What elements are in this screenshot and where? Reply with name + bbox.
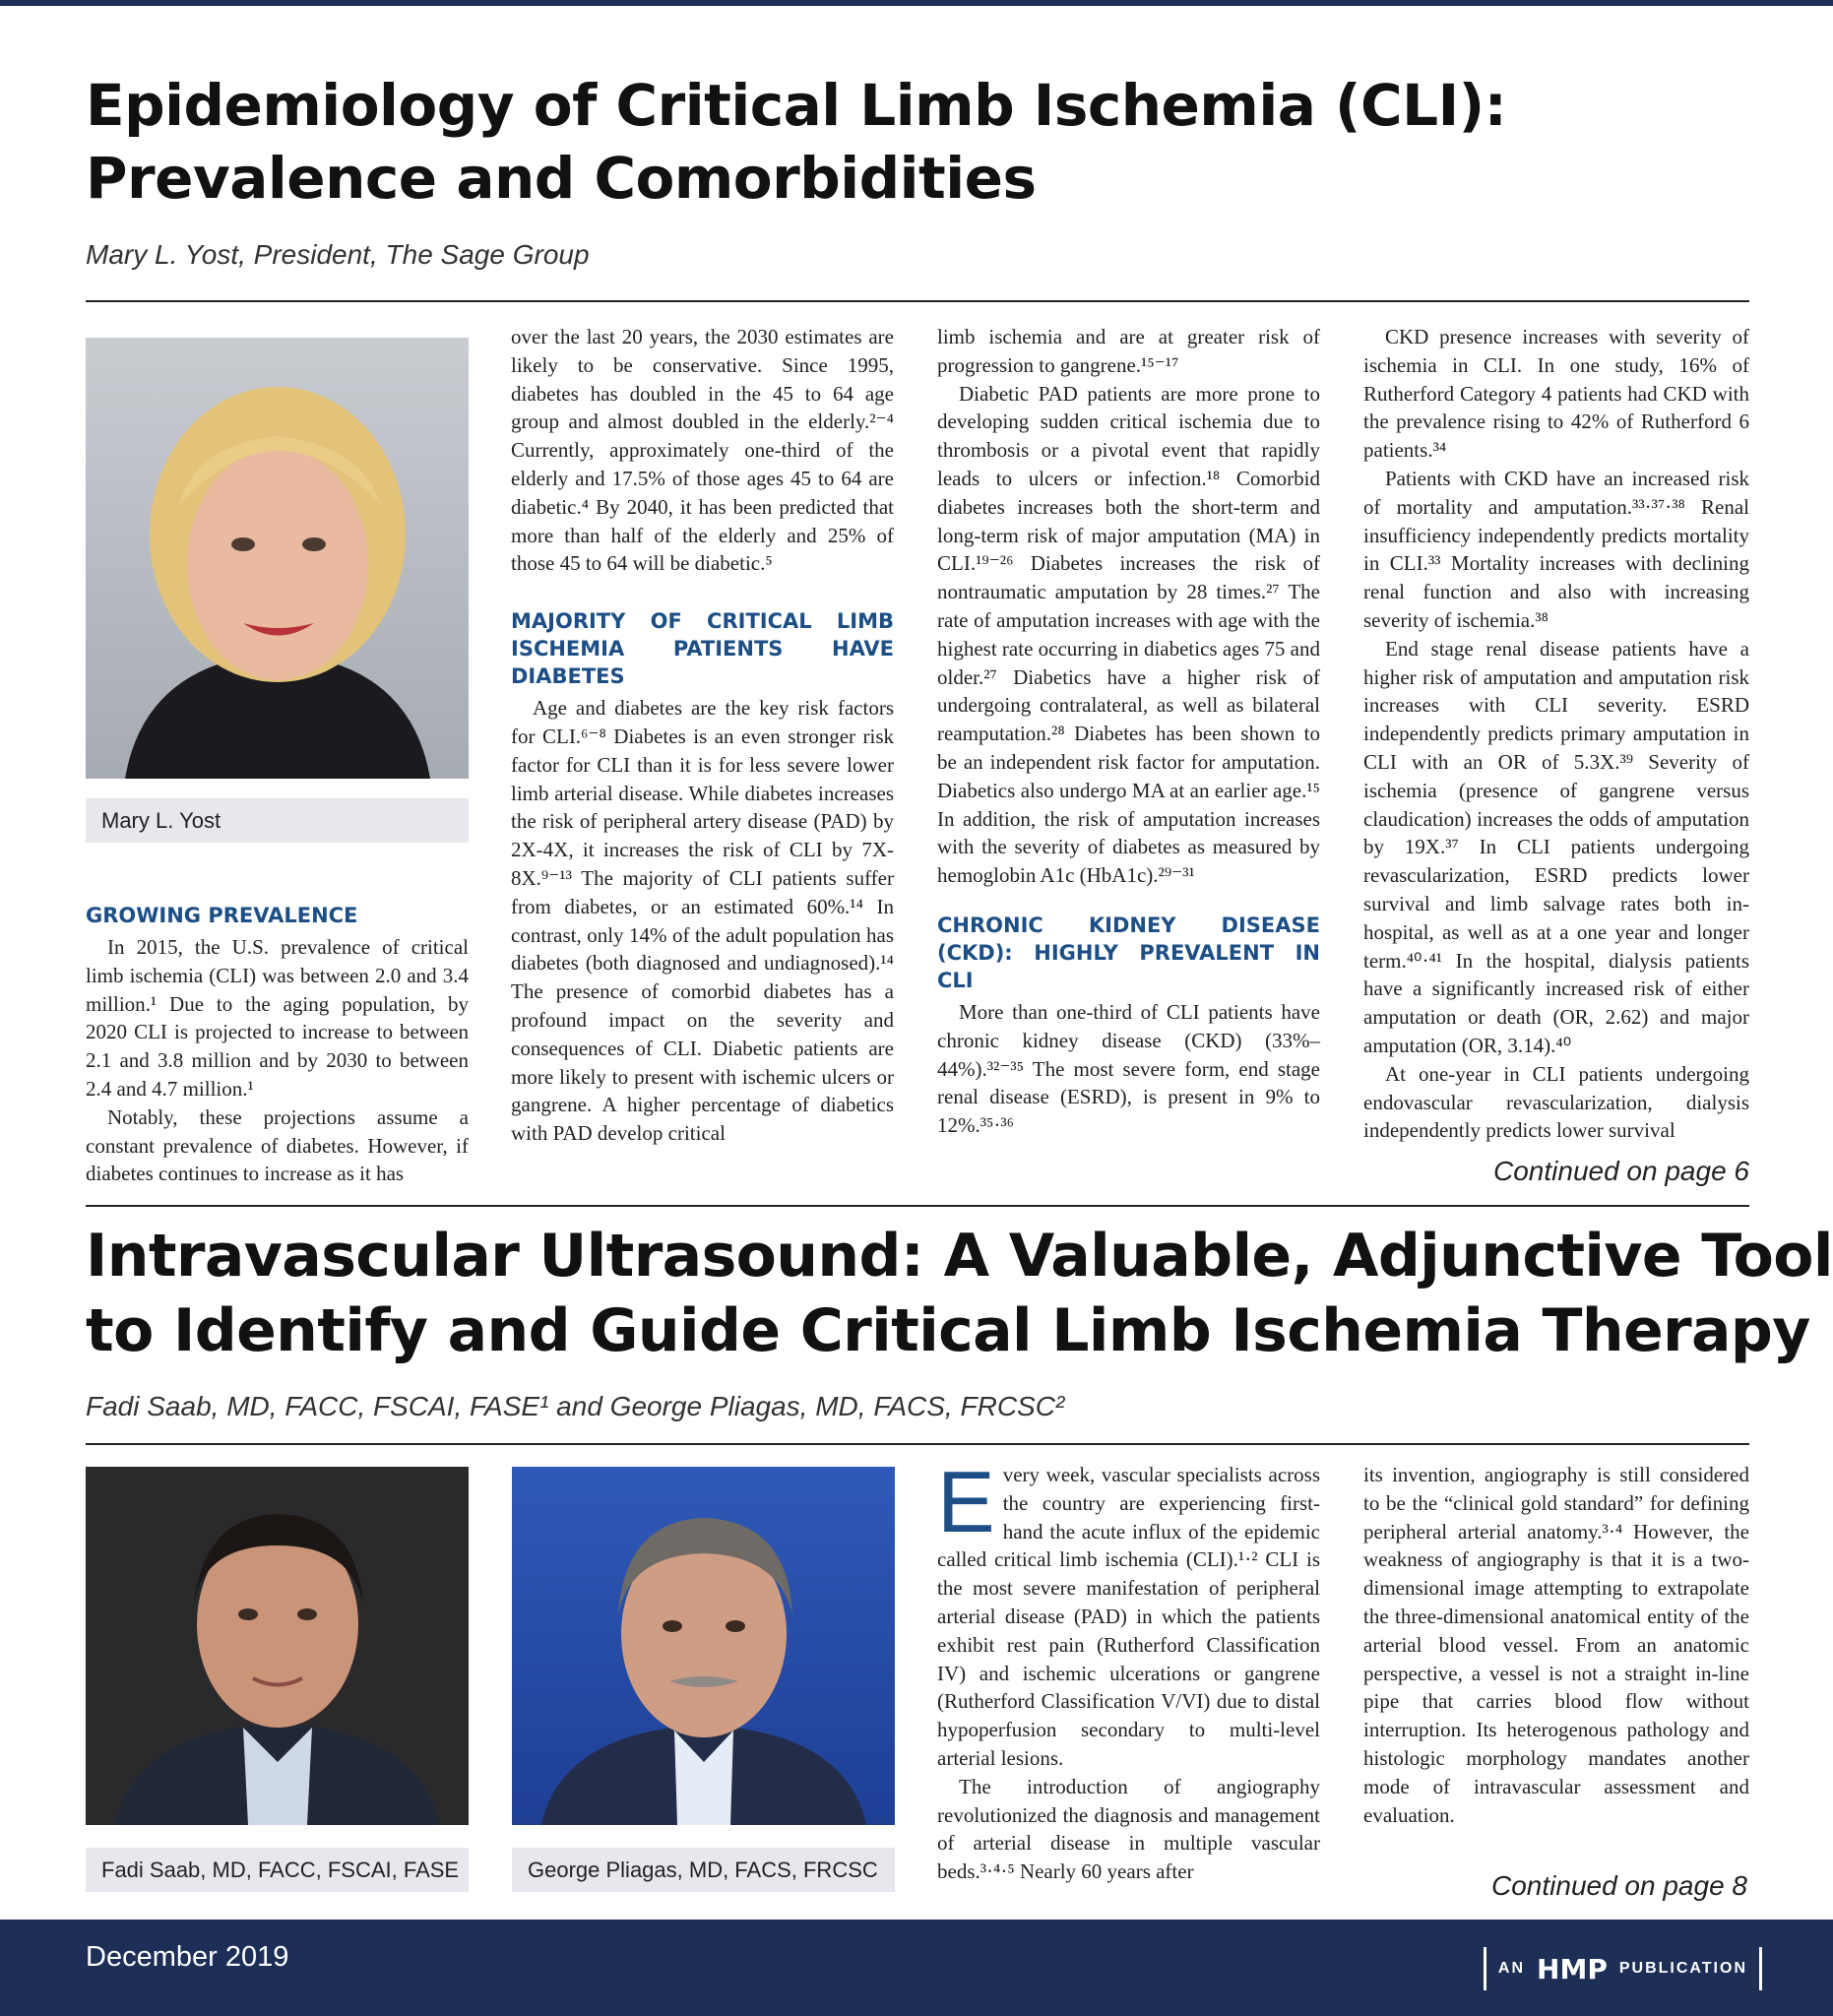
article1-byline: Mary L. Yost, President, The Sage Group [86, 239, 590, 270]
heading-majority-diabetes: MAJORITY OF CRITICAL LIMB ISCHEMIA PATIENTS HAVE DIABETES [511, 609, 894, 689]
photo-caption-pliagas: George Pliagas, MD, FACS, FRCSC [512, 1848, 895, 1892]
continued-link-page-8[interactable]: Continued on page 8 [1491, 1870, 1747, 1901]
author-photo-pliagas [512, 1467, 895, 1825]
page-footer [0, 1920, 1833, 2016]
paragraph: Patients with CKD have an increased risk of mortality and amputation.³³·³⁷·³⁸ Renal insufficiency independently predicts mortality in CLI.³³ Mortality increases with declining renal function and also with increasing severity of ischemia.³⁸ [1363, 466, 1749, 632]
article1-column-2 [511, 323, 894, 1148]
continued-link-page-6[interactable]: Continued on page 6 [1493, 1156, 1749, 1186]
portrait-image [86, 338, 469, 779]
article1-top-rule [86, 300, 1749, 302]
publisher-suffix: PUBLICATION [1618, 1960, 1747, 1977]
article2-title-line1: Intravascular Ultrasound: A Valuable, Adjunctive Tool [86, 1222, 1833, 1291]
paragraph: At one-year in CLI patients undergoing endovascular revascularization, dialysis independently predicts lower survival [1363, 1061, 1749, 1143]
photo-caption-saab: Fadi Saab, MD, FACC, FSCAI, FASE [86, 1848, 469, 1892]
paragraph: More than one-third of CLI patients have chronic kidney disease (CKD) (33%–44%).³²⁻³⁵ The most severe form, end stage renal disease (ESRD), is present in 9% to 12%.³⁵·³⁶ [937, 999, 1320, 1138]
paragraph-with-dropcap [937, 1453, 1320, 1773]
paragraph: Age and diabetes are the key risk factors for CLI.⁶⁻⁸ Diabetes is an even stronger risk factor for CLI than it is for less severe lower limb arterial disease. While diabetes increases the risk of peripheral artery disease (PAD) by 2X-4X, it increases the risk of CLI by 7X-8X.⁹⁻¹³ The majority of CLI patients suffer from diabetes, or an estimated 60%.¹⁴ In contrast, only 14% of the adult population has diabetes (both diagnosed and undiagnosed).¹⁴ The presence of comorbid diabetes has a profound impact on the severity and consequences of CLI. Diabetic patients are more likely to present with ischemic ulcers or gangrene. A higher percentage of diabetics with PAD develop critical [511, 696, 894, 1146]
article2-column-4 [1363, 1461, 1749, 1829]
author-photo-yost [86, 338, 469, 779]
top-accent-bar [0, 0, 1833, 6]
paragraph: Notably, these projections assume a constant prevalence of diabetes. However, if diabetes continues to increase as it has [86, 1104, 469, 1186]
hmp-logo: HMP [1537, 1952, 1608, 1985]
article2-column-3 [937, 1453, 1320, 1886]
article1-column-3 [937, 323, 1320, 1140]
photo-caption-yost: Mary L. Yost [86, 798, 469, 843]
article-divider-rule [86, 1205, 1749, 1207]
paragraph: its invention, angiography is still considered to be the “clinical gold standard” for defining peripheral arterial anatomy.³·⁴ However, the weakness of angiography is that it is a two-dimensional image attempting to extrapolate the three-dimensional anatomical entity of the arterial blood vessel. From an anatomic perspective, a vessel is not a straight in-line pipe that carries blood flow without interruption. Its heterogenous pathology and histologic morphology mandates another mode of intravascular assessment and evaluation. [1363, 1463, 1749, 1827]
article1-column-4 [1363, 323, 1749, 1145]
portrait-image [86, 1467, 469, 1825]
paragraph: In 2015, the U.S. prevalence of critical limb ischemia (CLI) was between 2.0 and 3.4 million.¹ Due to the aging population, by 2020 CLI is projected to increase to between 2.1 and 3.8 million and by 2030 to between 2.4 and 4.7 million.¹ [86, 935, 469, 1101]
article2-title [86, 1219, 1833, 1368]
article1-title-line1: Epidemiology of Critical Limb Ischemia (CLI): [86, 72, 1507, 139]
portrait-image [512, 1467, 895, 1825]
paragraph: limb ischemia and are at greater risk of progression to gangrene.¹⁵⁻¹⁷ [937, 325, 1320, 377]
paragraph: End stage renal disease patients have a higher risk of amputation and amputation risk increases with CLI severity. ESRD independently predicts primary amputation in CLI with an OR of 5.3X.³⁹ Severity of ischemia (presence of gangrene versus claudication) increases the odds of amputation by 19X.³⁷ In CLI patients undergoing revascularization, ESRD predicts lower survival and limb salvage rates both in-hospital, as well as at a one year and longer term.⁴⁰·⁴¹ In the hospital, dialysis patients have a significantly increased risk of either amputation or death (OR, 2.62) and major amputation (OR, 3.14).⁴⁰ [1363, 636, 1749, 1057]
article1-title [86, 69, 1506, 215]
article1-column-1 [86, 888, 469, 1188]
heading-ckd: CHRONIC KIDNEY DISEASE (CKD): HIGHLY PREVALENT IN CLI [937, 913, 1320, 992]
issue-date: December 2019 [86, 1941, 289, 1973]
paragraph: over the last 20 years, the 2030 estimates are likely to be conservative. Since 1995, diabetes has doubled in the 45 to 64 age group and almost doubled in the elderly.²⁻⁴ Currently, approximately one-third of the elderly and 17.5% of those ages 45 to 64 are diabetic.⁴ By 2040, it has been predicted that more than half of the elderly and 25% of those 45 to 64 will be diabetic.⁵ [511, 325, 894, 576]
divider-bar [1484, 1947, 1486, 1990]
article2-top-rule [86, 1443, 1749, 1445]
paragraph-text: very week, vascular specialists across the country are experiencing first-hand the acute influx of the epidemic called critical limb ischemia (CLI).¹·² CLI is the most severe manifestation of peripheral arterial disease (PAD) in which the patients exhibit rest pain (Rutherford Classification IV) and ischemic ulcerations or gangrene (Rutherford Classification V/VI) due to distal hypoperfusion secondary to multi-level arterial lesions. [937, 1463, 1320, 1770]
dropcap-letter: E [937, 1453, 995, 1550]
paragraph: The introduction of angiography revolutionized the diagnosis and management of arterial disease in multiple vascular beds.³·⁴·⁵ Nearly 60 years after [937, 1774, 1320, 1884]
heading-growing-prevalence: GROWING PREVALENCE [86, 904, 358, 927]
paragraph: Diabetic PAD patients are more prone to developing sudden critical ischemia due to thrombosis or a pivotal event that rapidly leads to ulcers or infection.¹⁸ Comorbid diabetes increases both the short-term and long-term risk of major amputation (MA) in CLI.¹⁹⁻²⁶ Diabetes increases the risk of nontraumatic amputation by 28 times.²⁷ The rate of amputation increases with age with the highest rate occurring in diabetics ages 75 and older.²⁷ Diabetics have a higher risk of undergoing contralateral, as well as bilateral reamputation.²⁸ Diabetes has been shown to be an independent risk factor for amputation. Diabetics also undergo MA at an earlier age.¹⁵ In addition, the risk of amputation increases with the severity of diabetes as measured by hemoglobin A1c (HbA1c).²⁹⁻³¹ [937, 381, 1320, 888]
publisher-mark [1484, 1947, 1762, 1990]
author-photo-saab [86, 1467, 469, 1825]
article2-title-line2: to Identify and Guide Critical Limb Ischemia Therapy [86, 1296, 1810, 1365]
paragraph: CKD presence increases with severity of ischemia in CLI. In one study, 16% of Rutherford Category 4 patients had CKD with the prevalence rising to 42% of Rutherford 6 patients.³⁴ [1363, 325, 1749, 463]
publisher-prefix: AN [1497, 1960, 1526, 1977]
divider-bar [1759, 1947, 1762, 1990]
article2-byline: Fadi Saab, MD, FACC, FSCAI, FASE¹ and George Pliagas, MD, FACS, FRCSC² [86, 1391, 1065, 1421]
article1-title-line2: Prevalence and Comorbidities [86, 145, 1037, 212]
